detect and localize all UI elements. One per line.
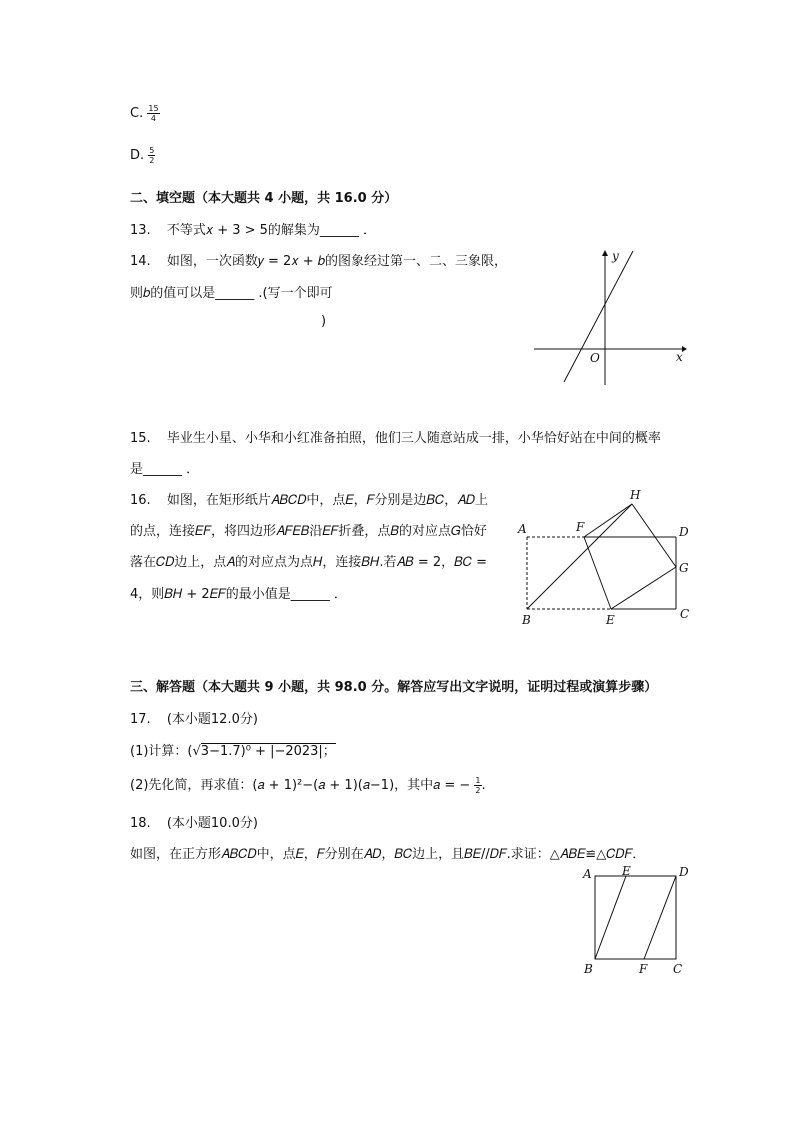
question-14-text-3: ): [321, 314, 327, 329]
label-e: E: [622, 864, 631, 878]
option-c-label: C.: [130, 106, 144, 121]
question-18-header: [130, 812, 258, 831]
question-16-figure: [510, 482, 700, 632]
label-d: D: [679, 865, 689, 879]
question-17-score: (本小题12.0分): [166, 712, 258, 727]
segment-fh: [584, 504, 632, 537]
question-16-text-3: 落在𝐶𝐷边上，点𝐴的对应点为点𝐻，连接𝐵𝐻.若𝐴𝐵 = 2，𝐵𝐶 =: [130, 555, 488, 570]
segment-ge: [611, 567, 676, 609]
question-13: [130, 219, 376, 238]
question-17-header: [130, 708, 258, 727]
question-18-score: (本小题10.0分): [166, 816, 258, 831]
question-15-text-2: 是______ ．: [130, 462, 200, 477]
question-17-part-2-fraction: [474, 776, 481, 795]
question-17-part-2-prefix: (2)先化简，再求值：(𝑎 + 1)²−(𝑎 + 1)(𝑎−1)，其中𝑎 = −: [130, 778, 471, 793]
segment-hg: [632, 504, 676, 567]
label-a: A: [518, 522, 527, 536]
question-15-text-1: 毕业生小星、小华和小红准备拍照，他们三人随意站成一排，小华恰好站在中间的概率: [166, 431, 661, 446]
section-2-title: 二、填空题（本大题共 4 小题，共 16.0 分）: [130, 191, 398, 206]
label-c: C: [673, 962, 683, 976]
label-f: F: [639, 962, 648, 976]
question-17-part-1-prefix: (1)计算：(: [130, 744, 193, 759]
label-g: G: [679, 561, 689, 575]
x-axis-label: x: [676, 350, 683, 364]
label-c: C: [680, 607, 690, 621]
question-18-figure: [575, 862, 700, 982]
question-15-number: 15.: [130, 431, 151, 446]
question-17-part-2-end: .: [481, 778, 486, 793]
question-18-number: 18.: [130, 816, 151, 831]
question-17-number: 17.: [130, 712, 151, 727]
question-16-text-2: 的点，连接𝐸𝐹，将四边形𝐴𝐹𝐸𝐵沿𝐸𝐹折叠，点𝐵的对应点𝐺恰好: [130, 524, 487, 539]
question-16-text-1: 如图，在矩形纸片𝐴𝐵𝐶𝐷中，点𝐸，𝐹分别是边𝐵𝐶，𝐴𝐷上: [166, 493, 489, 508]
sqrt-icon: √: [192, 744, 201, 759]
question-14-text-1: 如图，一次函数𝑦 = 2𝑥 + 𝑏的图象经过第一、二、三象限，: [166, 254, 507, 269]
segment-be: [595, 876, 626, 959]
label-f: F: [576, 520, 585, 534]
question-14-number: 14.: [130, 254, 151, 269]
y-axis-arrow: [602, 250, 608, 256]
option-d-denominator: 2: [149, 156, 155, 165]
label-b: B: [584, 962, 593, 976]
option-d: [130, 146, 155, 165]
question-14-line-1: [130, 250, 507, 269]
question-17-part-2: [130, 774, 486, 795]
label-h: H: [630, 488, 641, 502]
option-d-numerator: 5: [149, 146, 155, 155]
question-17-part-2-denominator: 2: [475, 786, 481, 795]
question-13-number: 13.: [130, 223, 151, 238]
label-b: B: [522, 613, 531, 627]
question-14-text-2: 则𝑏的值可以是______ .(写一个即可: [130, 286, 333, 301]
square-abcd: [595, 876, 676, 959]
question-16-text-4: 4，则𝐵𝐻 + 2𝐸𝐹的最小值是______ ．: [130, 587, 347, 602]
label-d: D: [679, 525, 689, 539]
section-3-title: 三、解答题（本大题共 9 小题，共 98.0 分。解答应写出文字说明，证明过程或演算步骤）: [130, 680, 658, 695]
option-c-denominator: 4: [150, 114, 156, 123]
y-axis-label: y: [612, 249, 619, 263]
option-c: [130, 104, 160, 123]
option-d-fraction: [148, 146, 155, 165]
option-c-numerator: 15: [148, 104, 159, 113]
label-e: E: [606, 613, 615, 627]
option-c-fraction: [147, 104, 159, 123]
question-17-part-1-rest: 3−1.7)⁰ + |−2023|；: [200, 744, 336, 759]
option-d-label: D.: [130, 148, 145, 163]
question-16-line-1: [130, 489, 488, 508]
origin-label: O: [590, 351, 600, 365]
question-17-part-1: [130, 740, 336, 759]
question-14-graph: [530, 245, 690, 387]
label-a: A: [583, 867, 592, 881]
question-16-number: 16.: [130, 493, 151, 508]
question-18-text: 如图，在正方形𝐴𝐵𝐶𝐷中，点𝐸，𝐹分别在𝐴𝐷，𝐵𝐶边上，且𝐵𝐸//𝐷𝐹.求证：△𝐴𝐵𝐸≌△𝐶𝐷𝐹．: [130, 847, 646, 862]
question-13-text: 不等式𝑥 + 3 > 5的解集为______ ．: [166, 223, 377, 238]
question-15-line-1: [130, 427, 661, 446]
question-17-part-2-numerator: 1: [475, 776, 481, 785]
segment-df: [644, 876, 676, 959]
